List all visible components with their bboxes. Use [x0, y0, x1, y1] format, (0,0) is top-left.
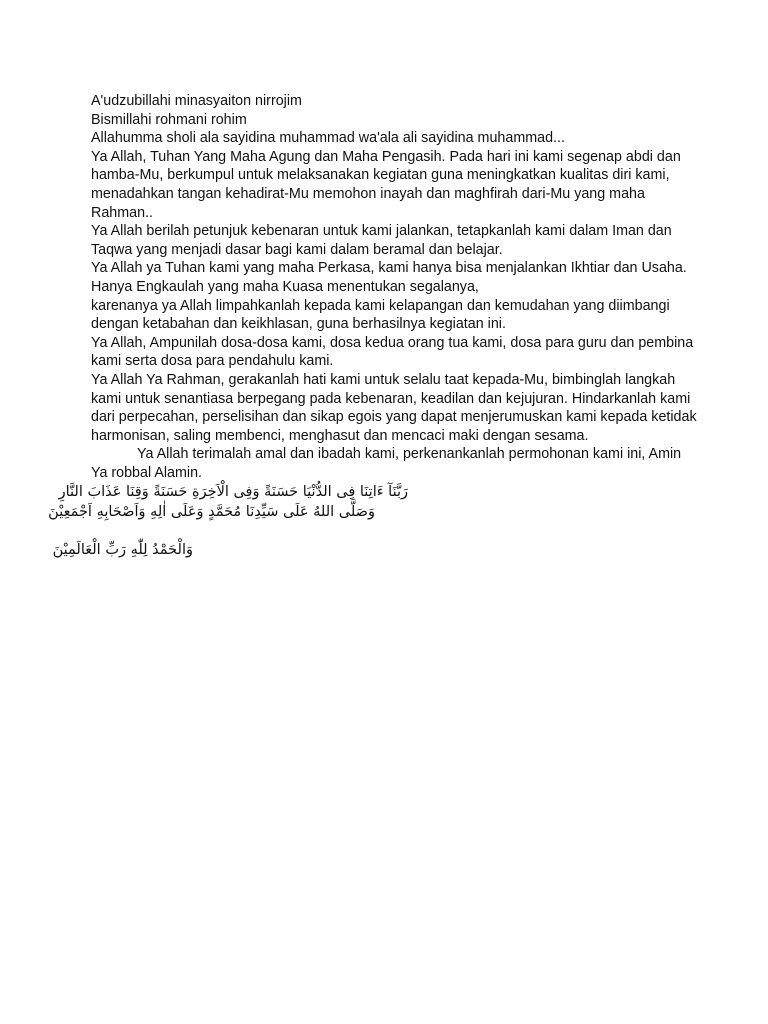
text-line: A'udzubillahi minasyaiton nirrojim — [91, 93, 302, 109]
arabic-hamdalah-line: وَالْحَمْدُ لِلّٰهِ رَبِّ الْعَالَمِيْنَ — [52, 542, 193, 558]
text-line: Ya Allah Ya Rahman, gerakanlah hati kami untuk selalu taat kepada-Mu, bimbinglah langkah — [91, 371, 676, 388]
text-line: kami serta dosa para pendahulu kami. — [91, 353, 334, 370]
text-line: dengan ketabahan dan keikhlasan, guna berhasilnya kegiatan ini. — [91, 316, 506, 333]
text-line: Hanya Engkaulah yang maha Kuasa menentukan segalanya, — [91, 278, 479, 295]
text-line: dari perpecahan, perselisihan dan sikap egois yang dapat menjerumuskan kami kepada ketidak — [91, 409, 697, 426]
text-line: menadahkan tangan kehadirat-Mu memohon inayah dan maghfirah dari-Mu yang maha — [91, 185, 645, 202]
text-line: Bismillahi rohmani rohim — [91, 111, 247, 128]
text-line: kami untuk senantiasa berpegang pada kebenaran, keadilan dan kejujuran. Hindarkanlah kami — [91, 390, 691, 407]
text-line: Allahumma sholi ala sayidina muhammad wa'ala ali sayidina muhammad... — [91, 130, 565, 147]
text-line: karenanya ya Allah limpahkanlah kepada kami kelapangan dan kemudahan yang diimbangi — [91, 297, 670, 314]
arabic-prayer-line: رَبَّنَآ ءَاتِنَا فِى الدُّنْيَا حَسَنَةً وَفِى الْاَخِرَةِ حَسَنَةً وَقِنَا عَذَابَ النَّارِ — [58, 484, 408, 500]
text-line: harmonisan, saling membenci, menghasut dan mencaci maki dengan sesama. — [91, 427, 589, 444]
prayer-text — [91, 92, 697, 482]
text-line: Rahman.. — [91, 204, 153, 221]
text-line: Ya Allah, Tuhan Yang Maha Agung dan Maha Pengasih. Pada hari ini kami segenap abdi dan — [91, 148, 681, 165]
text-line: Ya Allah ya Tuhan kami yang maha Perkasa, kami hanya bisa menjalankan Ikhtiar dan Usaha. — [91, 260, 687, 277]
text-line: Ya Allah, Ampunilah dosa-dosa kami, dosa kedua orang tua kami, dosa para guru dan pembina — [91, 334, 694, 351]
text-line: Ya Allah terimalah amal dan ibadah kami, perkenankanlah permohonan kami ini, Amin — [137, 446, 682, 463]
arabic-salawat-line: وَصَلَّى اللهُ عَلَى سَيِّدِنَا مُحَمَّدٍ وَعَلَى اٰلِهِ وَاَصْحَابِهِ اَجْمَعِيْنَ — [48, 504, 375, 520]
text-line: Ya robbal Alamin. — [91, 464, 202, 481]
text-line: Ya Allah berilah petunjuk kebenaran untuk kami jalankan, tetapkanlah kami dalam Iman dan — [91, 223, 672, 240]
text-line: hamba-Mu, berkumpul untuk melaksanakan kegiatan guna meningkatkan kualitas diri kami, — [91, 167, 670, 184]
text-line: Taqwa yang menjadi dasar bagi kami dalam beramal dan belajar. — [91, 241, 503, 258]
